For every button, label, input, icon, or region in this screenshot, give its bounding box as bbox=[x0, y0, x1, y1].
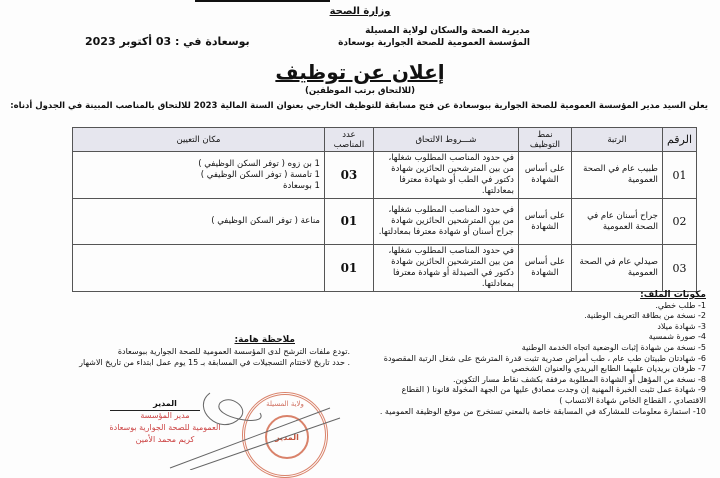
col-num-header: الرقم bbox=[662, 128, 696, 152]
positions-table bbox=[72, 127, 697, 292]
note-item: .تودع ملفات الترشح لدى المؤسسة العمومية للصحة الجوارية ببوسعادة bbox=[117, 347, 350, 356]
cell-place bbox=[73, 199, 325, 245]
cell-count: 01 bbox=[324, 199, 373, 245]
stamp-ring-text: ولاية المسيلة bbox=[266, 400, 304, 408]
table-row bbox=[73, 245, 697, 292]
organization-block bbox=[230, 25, 530, 49]
col-rank-header: الرتبة bbox=[571, 128, 662, 152]
cell-mode: على أساس الشهادة bbox=[518, 199, 571, 245]
col-place-header: مكان التعيين bbox=[73, 128, 325, 152]
header-rule bbox=[195, 0, 330, 2]
note-item: . حدد تاريخ لاختتام التسجيلات في المسابقة بـ 15 يوم عمل ابتداء من تاريخ الاشهار bbox=[79, 358, 350, 367]
list-item: 5- نسخة من شهادة إثبات الوضعية اتجاه الخدمة الوطنية bbox=[521, 342, 706, 352]
stamp-line: العمومية للصحة الجوارية بوسعادة bbox=[109, 423, 221, 432]
cell-count: 01 bbox=[324, 245, 373, 292]
important-note bbox=[60, 335, 350, 368]
org-line-directorate: مديرية الصحة والسكان لولاية المسيلة bbox=[365, 26, 530, 36]
cell-num: 01 bbox=[662, 152, 696, 199]
stamp-line: كريم محمد الأمين bbox=[135, 435, 195, 444]
intro-paragraph: يعلن السيد مدير المؤسسة العمومية للصحة الجوارية ببوسعادة عن فتح مسابقة للتوظيف الخارجي بعنوان السنة المالية 2023 للالتحاق بالمناصب المبينة في الجدول أدناه: bbox=[10, 101, 708, 111]
page-title: إعلان عن توظيف bbox=[275, 60, 445, 84]
table-row bbox=[73, 199, 697, 245]
place-line: مناعة ( توفر السكن الوظيفي ) bbox=[211, 216, 320, 226]
list-item: 9- شهادة عمل تثبت الخبرة المهنية إن وجدت مصادق عليها من الجهة المخولة قانونا ( القطاع الاقتصادي ، القطاع الخاص شهادة الانتساب ) bbox=[401, 385, 706, 405]
col-conditions-header: شـــروط الالتحاق bbox=[373, 128, 518, 152]
list-item: 6- شهادتان طبيتان طب عام ، طب أمراض صدرية تثبت قدرة المترشح على شغل الرتبة المقصودة bbox=[383, 353, 706, 363]
document-date: بوسعادة في : 03 أكتوبر 2023 bbox=[85, 35, 250, 48]
stamp-center-text: المدير bbox=[265, 415, 309, 459]
list-item: 2- نسخة من بطاقة التعريف الوطنية. bbox=[584, 311, 706, 321]
cell-count: 03 bbox=[324, 152, 373, 199]
table-header-row bbox=[73, 128, 697, 152]
file-components-list bbox=[376, 290, 706, 417]
list-item: 8- نسخة من المؤهل أو الشهادة المطلوبة مرفقة بكشف نقاط مسار التكوين. bbox=[453, 374, 706, 384]
cell-conditions: في حدود المناصب المطلوب شغلها، من بين المترشحين الحائزين شهادة جراح أسنان أو شهادة معترفا بمعادلتها. bbox=[373, 199, 518, 245]
table-row bbox=[73, 152, 697, 199]
cell-place bbox=[73, 245, 325, 292]
cell-mode: على أساس الشهادة bbox=[518, 152, 571, 199]
col-mode-header: نمط التوظيف bbox=[518, 128, 571, 152]
handwritten-signature-icon bbox=[150, 388, 350, 470]
cell-num: 03 bbox=[662, 245, 696, 292]
cell-place bbox=[73, 152, 325, 199]
cell-conditions: في حدود المناصب المطلوب شغلها، من بين المترشحين الحائزين شهادة دكتور في الطب أو شهادة معترفا بمعادلتها. bbox=[373, 152, 518, 199]
place-line: 1 بن زوه ( توفر السكن الوظيفي ) bbox=[198, 158, 320, 169]
cell-mode: على أساس الشهادة bbox=[518, 245, 571, 292]
stamp-line: مدير المؤسسة bbox=[140, 411, 190, 420]
cell-conditions: في حدود المناصب المطلوب شغلها، من بين المترشحين الحائزين شهادة دكتور في الصيدلة أو شهادة معترفا بمعادلتها. bbox=[373, 245, 518, 292]
col-count-header: عدد المناصب bbox=[324, 128, 373, 152]
note-title: ملاحظة هامة: bbox=[234, 335, 295, 345]
place-line: 1 بوسعادة bbox=[283, 180, 320, 191]
place-line: 1 تامسة ( توفر السكن الوظيفي ) bbox=[200, 169, 320, 180]
cell-rank: طبيب عام في الصحة العمومية bbox=[571, 152, 662, 199]
org-line-institution: المؤسسة العمومية للصحة الجوارية بوسعادة bbox=[338, 38, 530, 48]
file-components-title: مكونات الملف: bbox=[640, 290, 706, 300]
cell-rank: صيدلي عام في الصحة العمومية bbox=[571, 245, 662, 292]
ministry-heading: وزارة الصحة bbox=[329, 6, 391, 17]
list-item: 3- شهادة ميلاد bbox=[657, 321, 706, 331]
list-item: 7- ظرفان بريديان عليهما الطابع البريدي والعنوان الشخصي bbox=[511, 364, 706, 374]
list-item: 1- طلب خطي. bbox=[655, 300, 706, 310]
cell-num: 02 bbox=[662, 199, 696, 245]
signature-heading: المدير bbox=[153, 399, 177, 408]
list-item: 10- استمارة معلومات للمشاركة في المسابقة خاصة بالمعني تستخرج من موقع الوظيفة العمومية . bbox=[379, 406, 706, 416]
page-subtitle: (للالتحاق برتب الموظفين) bbox=[305, 86, 415, 96]
cell-rank: جراح أسنان عام في الصحة العمومية bbox=[571, 199, 662, 245]
list-item: 4- صورة شمسية bbox=[648, 332, 706, 342]
